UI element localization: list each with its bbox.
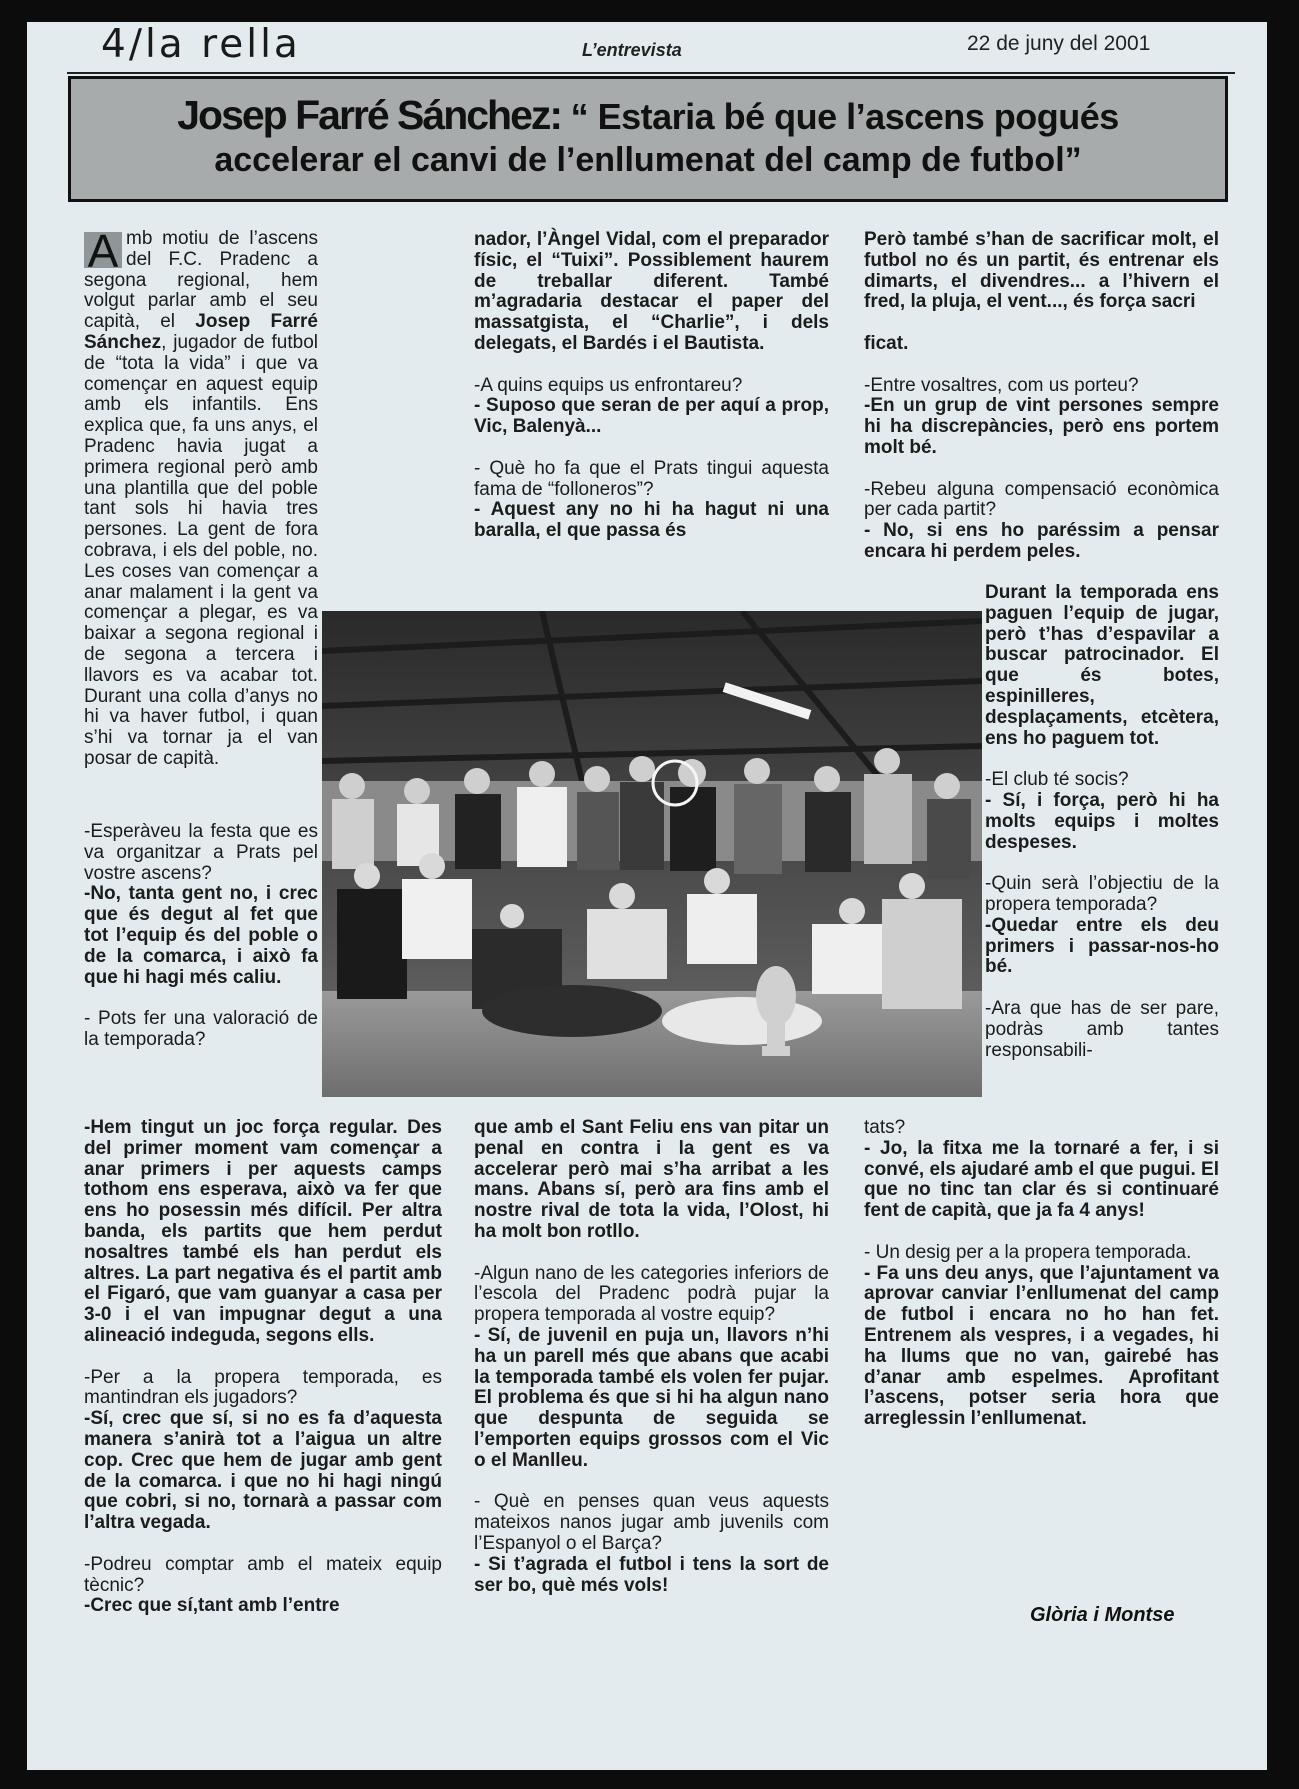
issue-date: 22 de juny del 2001 [967,32,1151,55]
headline-quote-1: “ Estaria bé que l’ascens pogués [561,96,1119,137]
answer: - Jo, la fitxa me la tornaré a fer, i si convé, els ajudaré amb el que pugui. El que no tinc tan clar és si continuaré fent de capità, que ja fa 4 anys! [864,1137,1219,1222]
column-2-bottom [474,1118,829,1596]
question: - Pots fer una valoració de la temporada? [84,1008,318,1050]
column-1-bottom [84,1118,442,1617]
question: - Què en penses quan veus aquests mateixos nanos jugar amb juvenils com l’Espanyol o el Barça? [474,1491,829,1554]
answer: -Hem tingut un joc força regular. Des del primer moment vam començar a anar primers i per aquests camps tothom ens esperava, això va fer que ens ho posessin més difícil. Per altra banda, els partits que hem perdut nosaltres també els han perdut els altres. La part negativa és el partit amb el Figaró, que vam guanyar a casa per 3-0 i el van impugnar degut a una alineació indeguda, segons ells. [84,1117,442,1346]
answer: - Sí, i força, però hi ha molts equips i moltes despeses. [985,789,1219,853]
answer: - Fa uns deu anys, que l’ajuntament va aprovar canviar l’enllumenat del camp de futbol i encara no ho han fet. Entrenem als vespres, i a vegades, hi ha llums que no van, gairebé has d’anar amb espelmes. Aprofitant l’ascens, potser seria hora que arreglessin l’enllumenat. [864,1262,1219,1430]
section-label: L’entrevista [582,40,682,60]
answer: - Aquest any no hi ha hagut ni una baralla, el que passa és [474,499,829,542]
answer: - Suposo que seran de per aquí a prop, Vic, Balenyà... [474,395,829,438]
answer: -Quedar entre els deu primers i passar-nos-ho bé. [985,914,1219,978]
answer: - Sí, de juvenil en puja un, llavors n’hi ha un parell més que abans que acabi la temporada també els volen fer pujar. El problema és que si hi ha algun nano que despunta de seguida se l’emporten equips grossos com el Vic o el Manlleu. [474,1324,829,1471]
team-photo-illustration [322,611,982,1097]
answer: ficat. [864,332,909,354]
question: - Què ho fa que el Prats tingui aquesta fama de “folloneros”? [474,457,829,500]
interviewee-name: Josep Farré Sánchez: [177,92,562,138]
question: -Quin serà l’objectiu de la propera temporada? [985,873,1219,915]
column-3-bottom [864,1118,1219,1430]
question: -A quins equips us enfrontareu? [474,374,743,396]
answer: nador, l’Àngel Vidal, com el preparador físic, el “Tuixi”. Possiblement haurem de treballar diferent. També m’agradaria destacar el paper del massatgista, el “Charlie”, i dels delegats, el Bardés i el Bautista. [474,229,829,354]
question: -Entre vosaltres, com us porteu? [864,374,1139,396]
answer: -Crec que sí,tant amb l’entre [84,1595,340,1617]
author-signature: Glòria i Montse [1030,1604,1175,1626]
answer: - Si t’agrada el futbol i tens la sort de ser bo, què més vols! [474,1553,829,1596]
question: -Esperàveu la festa que es va organitzar a Prats pel vostre ascens? -No, tanta gent no, i crec que és degut al fet que tot l’equip és del poble o de la comarca, i això fa que hi hagi més caliu. [84,821,318,988]
column-3-narrow [985,583,1219,1061]
question: -Podreu comptar amb el mateix equip tècnic? [84,1553,442,1596]
question: -Algun nano de les categories inferiors de l’escola del Pradenc podrà pujar la propera temporada al vostre equip? [474,1262,829,1326]
headline-box [68,76,1228,202]
answer: que amb el Sant Feliu ens van pitar un penal en contra i la gent es va accelerar però mai s’ha arribat a les mans. Abans sí, però ara fins amb el nostre rival de tota la vida, l’Olost, hi ha molt bon rotllo. [474,1117,829,1242]
answer: Però també s’han de sacrificar molt, el futbol no és un partit, és entrenar els dimarts, el divendres... a l’hivern el fred, la pluja, el vent..., és força sacri [864,229,1219,313]
question: - Un desig per a la propera temporada. [864,1241,1192,1263]
column-2-top [474,230,829,542]
answer: Durant la temporada ens paguen l’equip de jugar, però t’has d’espavilar a buscar patrocinador. El que és botes, espinilleres, desplaçaments, etcètera, ens ho paguem tot. [985,582,1219,749]
team-photo [322,611,982,1097]
intro-paragraph: A mb motiu de l’ascens del F.C. Pradenc a segona regional, hem volgut parlar amb el seu capità, el Josep Farré Sánchez, jugador de futbol de “tota la vida” i que va començar en aquest equip amb els infantils. Ens explica que, fa uns anys, el Pradenc havia jugat a primera regional però amb una plantilla que del poble tant sols hi havia tres persones. La gent de fora cobrava, i els del poble, no. Les coses van començar a anar malament i la gent va començar a plegar, es va baixar a segona regional i de segona a tercera i llavors es va acabar tot. Durant una colla d’anys no hi va haver futbol, i quan s’hi va tornar ja el van posar de capità. [84,225,318,769]
answer: - No, si ens ho paréssim a pensar encara hi perdem peles. [864,520,1219,562]
question: -Per a la propera temporada, es mantindran els jugadors? [84,1366,442,1409]
answer: -Sí, crec que sí, si no es fa d’aquesta manera s’anirà tot a l’aigua un altre cop. Crec que hem de jugar amb gent de la comarca. i que no hi hagi ningú que cobri, si no, tornarà a passar com l’altra vegada. [84,1408,442,1534]
page-label: 4/la rella [101,22,301,67]
column-3-top [864,230,1219,563]
question: -Ara que has de ser pare, podràs amb tantes responsabili- [985,997,1219,1061]
question: tats? [864,1117,906,1138]
question: -Rebeu alguna compensació econòmica per cada partit? [864,478,1219,521]
answer: -En un grup de vint persones sempre hi ha discrepàncies, però ens portem molt bé. [864,395,1219,458]
question: -El club té socis? [985,769,1129,791]
column-1-narrow [84,822,318,1051]
drop-cap: A [84,232,122,268]
headline-quote-2: accelerar el canvi de l’enllumenat del camp de futbol” [214,141,1082,179]
header-rule [67,72,1235,74]
newspaper-page [27,22,1267,1770]
headline-line-1 [71,93,1225,139]
